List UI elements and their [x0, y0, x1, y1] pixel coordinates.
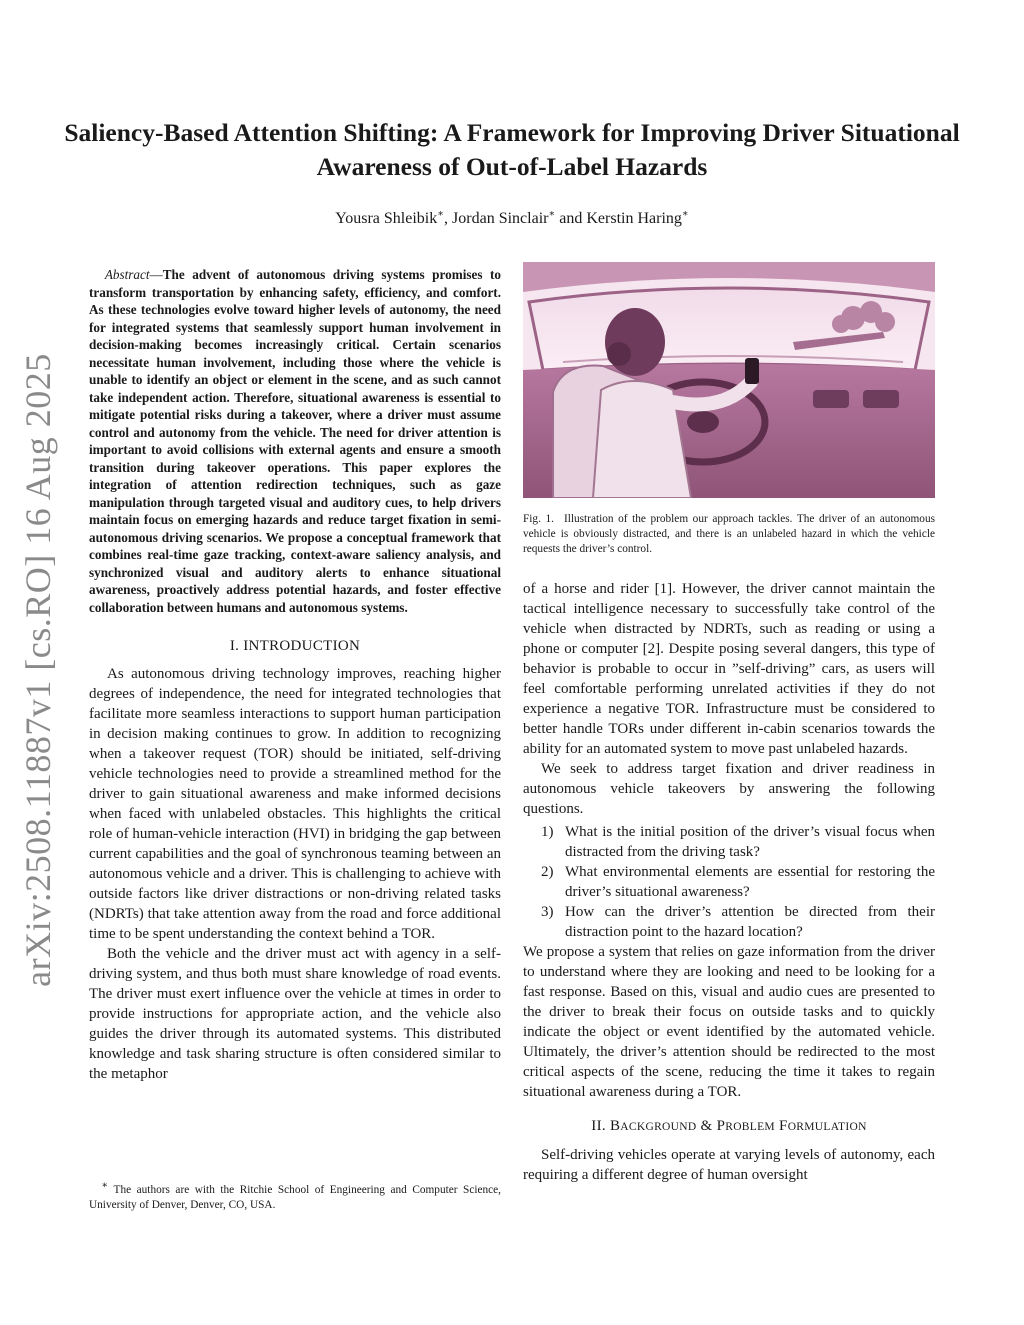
author-line: [60, 208, 964, 230]
author-1-mark: ∗: [437, 208, 445, 220]
right-paragraph-1: of a horse and rider [1]. However, the driver cannot maintain the tactical intelligence necessary to successfully take control of the vehicle when distracted by NDRTs, such as reading or using a phone or computer [2]. Despite posing several dangers, this type of behavior is probable to occur in ”self-driving” cars, as users will feel comfortable performing unrelated activities if they do not experience a negative TOR. Infrastructure must be considered to better handle TORs under different in-cabin scenarios towards the ability for an automated system to move past unlabeled hazards.: [523, 581, 935, 757]
right-paragraph-4: Self-driving vehicles operate at varying levels of autonomy, each requiring a different degree of human oversight: [523, 1147, 935, 1183]
heading-smallcaps: ORMULATION: [787, 1121, 867, 1133]
figure-label: Fig. 1.: [523, 513, 554, 525]
figure-caption-text: Illustration of the problem our approach tackles. The driver of an autonomous vehicle is obviously distracted, and there is an unlabeled hazard in which the vehicle requests the driver’s control.: [523, 513, 935, 555]
list-item-text: How can the driver’s attention be directed from their distraction point to the hazard location?: [565, 904, 935, 940]
abstract: [89, 266, 501, 616]
author-2-mark: ∗: [548, 208, 556, 220]
author-3: Kerstin Haring: [586, 210, 682, 227]
paper-title: Saliency-Based Attention Shifting: A Framework for Improving Driver Situational Awareness of Out-of-Label Hazards: [64, 118, 960, 181]
right-paragraph-2: We seek to address target fixation and driver readiness in autonomous vehicle takeovers by answering the following questions.: [523, 761, 935, 817]
list-item: [523, 862, 935, 902]
left-column: [89, 266, 501, 1084]
distracted-driver-illustration: [523, 262, 935, 498]
figure-1-illustration: [523, 262, 935, 498]
list-item-text: What is the initial position of the driver’s visual focus when distracted from the driving task?: [565, 824, 935, 860]
author-2: Jordan Sinclair: [452, 210, 549, 227]
abstract-text: The advent of autonomous driving systems promises to transform transportation by enhancing safety, efficiency, and comfort. As these technologies evolve toward higher levels of autonomy, the need for integrated systems that seamlessly support human involvement in decision-making becomes increasingly critical. Certain scenarios necessitate human involvement, including those where the vehicle is unable to identify an object or element in the scene, and as such cannot take independent action. Therefore, situational awareness is essential to mitigate potential risks during a takeover, where a driver must assume control and autonomy from the vehicle. The need for driver attention is important to avoid collisions with external agents and ensure a smooth transition during takeover operations. This paper explores the integration of attention redirection techniques, such as gaze manipulation through targeted visual and auditory cues, to help drivers maintain focus on emerging hazards and reduce target fixation in semi-autonomous driving scenarios. We propose a conceptual framework that combines real-time gaze tracking, context-aware saliency analysis, and synchronized visual and auditory alerts to enhance situational awareness, proactively address potential hazards, and foster effective collaboration between humans and autonomous systems.: [89, 267, 501, 615]
intro-paragraph-1: As autonomous driving technology improves, reaching higher degrees of independence, the need for integrated technologies that facilitate more seamless interactions to support human participation in decision making continues to grow. In addition to recognizing when a takeover request (TOR) should be initiated, self-driving vehicle technologies need to provide a streamlined method for the driver to gain situational awareness and make informed decisions when faced with unlabeled obstacles. This highlights the critical role of human-vehicle interaction (HVI) in bridging the gap between current capabilities and the goal of synchronous teaming between an autonomous vehicle and a driver. This is challenging to achieve with outside factors like driver distractions or non-driving related tasks (NDRTs) that take attention away from the road and force additional time to be spent understanding the context behind a TOR.: [89, 666, 501, 942]
footnote-mark: ∗: [101, 1180, 109, 1192]
author-separator: and: [555, 210, 587, 227]
list-item: [523, 902, 935, 942]
section-heading-background: [523, 1116, 935, 1137]
author-separator: ,: [444, 210, 453, 227]
footnote-text: The authors are with the Ritchie School of Engineering and Computer Science, University of Denver, Denver, CO, USA.: [89, 1184, 501, 1211]
author-3-mark: ∗: [681, 208, 689, 220]
author-footnote: [89, 1180, 501, 1213]
heading-smallcaps: ACKGROUND: [620, 1121, 697, 1133]
abstract-dash: —: [149, 267, 163, 282]
list-item-number: 1): [541, 824, 554, 840]
right-paragraph-3: We propose a system that relies on gaze information from the driver to understand where they are looking and need to be looking for a fast response. Based on this, visual and audio cues are presented to the driver to break their focus on outside tasks and to quickly indicate the object or event identified by the automated vehicle. Ultimately, the driver’s attention should be redirected to the most critical aspects of the scene, reducing the time it takes to regain situational awareness during a TOR.: [523, 944, 935, 1100]
arxiv-identifier: arXiv:2508.11887v1 [cs.RO] 16 Aug 2025: [18, 353, 58, 987]
heading-cap: P: [716, 1118, 726, 1134]
author-1: Yousra Shleibik: [335, 210, 438, 227]
list-item-text: What environmental elements are essential for restoring the driver’s situational awareness?: [565, 864, 935, 900]
list-item: [523, 822, 935, 862]
heading-cap: B: [609, 1118, 621, 1134]
abstract-label: Abstract: [104, 267, 150, 282]
right-column: [523, 262, 935, 1185]
heading-smallcaps: ROBLEM: [725, 1121, 775, 1133]
arxiv-side-stamp: [8, 353, 68, 987]
heading-ampersand: &: [700, 1118, 713, 1134]
heading-cap: F: [779, 1118, 788, 1134]
figure-1-caption: [523, 512, 935, 557]
section-heading-introduction: I. INTRODUCTION: [229, 638, 361, 654]
research-questions-list: [523, 822, 935, 942]
intro-paragraph-2: Both the vehicle and the driver must act with agency in a self-driving system, and thus both must share knowledge of road events. The driver must exert influence over the vehicle at times in order to provide instructions for appropriate action, and the vehicle also guides the driver through its automated systems. This distributed knowledge and task sharing structure is often considered similar to the metaphor: [89, 946, 501, 1082]
section-number: II.: [591, 1118, 606, 1134]
list-item-number: 3): [541, 904, 554, 920]
list-item-number: 2): [541, 864, 554, 880]
